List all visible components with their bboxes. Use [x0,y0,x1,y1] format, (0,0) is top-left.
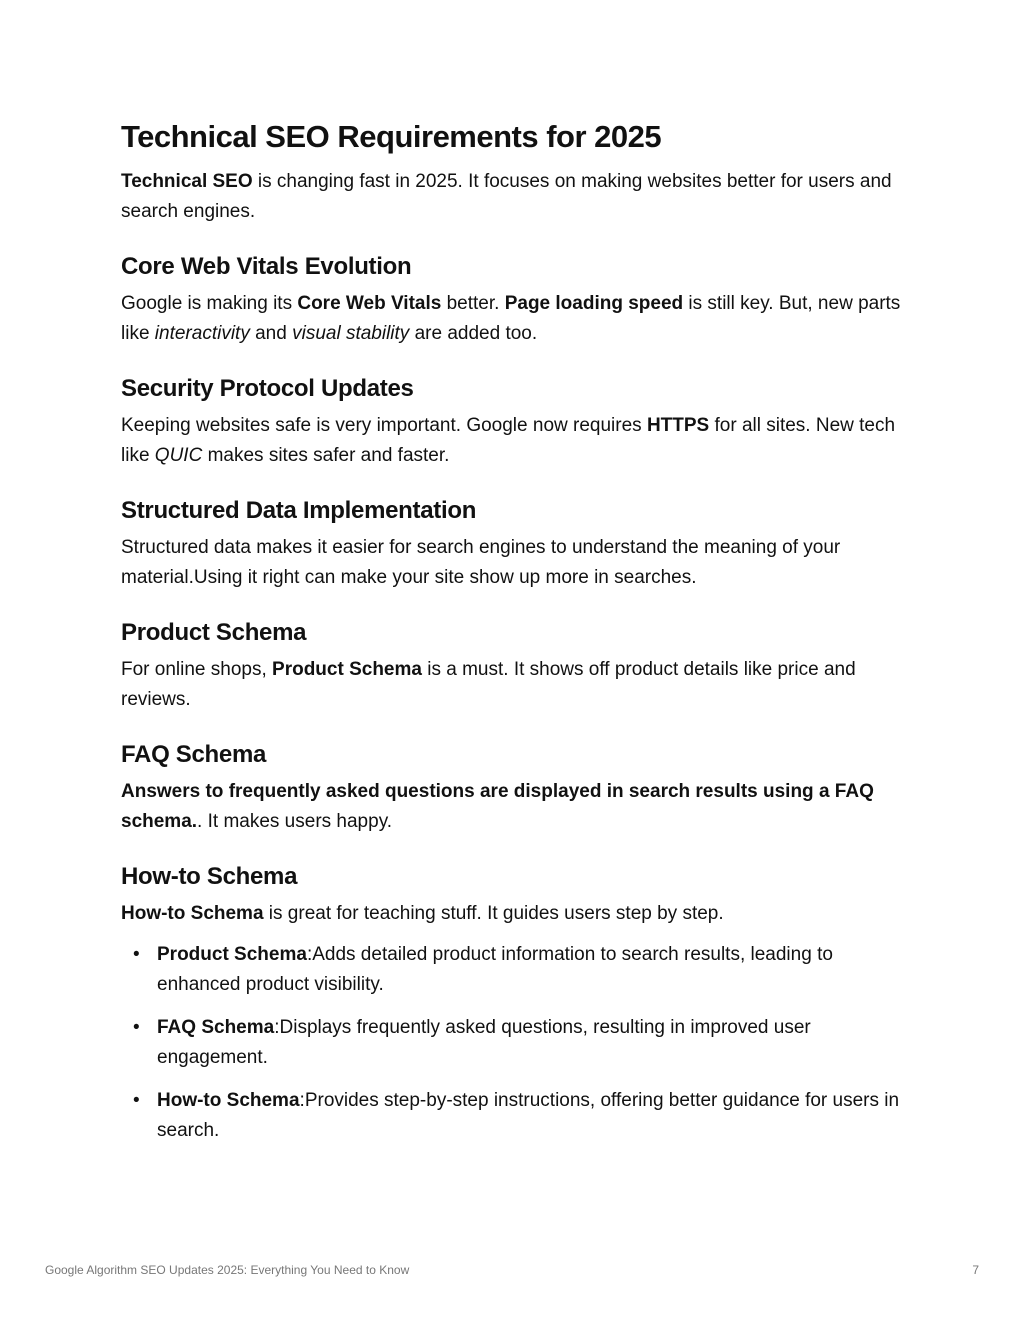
intro-paragraph [121,167,906,227]
text: is changing fast in 2025. It focuses on making websites better for users and search engines. [121,171,892,222]
bold-text: Page loading speed [504,293,684,314]
text: are added too. [409,323,538,344]
schema-list [121,940,906,1146]
text: For online shops, [121,659,273,680]
list-item-term: How-to Schema [157,1090,300,1111]
section-heading-faq-schema: FAQ Schema [121,741,267,768]
how-to-schema-paragraph [121,899,906,929]
bold-text: How-to Schema [121,903,264,924]
core-web-vitals-paragraph [121,289,906,349]
section-heading-structured-data: Structured Data Implementation [121,497,477,524]
italic-text: interactivity [154,323,250,344]
list-item-separator: : [299,1090,305,1111]
text: Keeping websites safe is very important. Google now requires [121,415,647,436]
text: makes sites safer and faster. [202,445,450,466]
bullet-icon: • [133,1090,140,1111]
italic-text: visual stability [292,323,410,344]
section-heading-core-web-vitals: Core Web Vitals Evolution [121,253,412,280]
list-item [133,940,906,1000]
list-item [133,1086,906,1146]
security-paragraph [121,411,906,471]
text: Structured data makes it easier for search engines to understand the meaning of your material.Using it right can make your site show up more in searches. [121,537,841,588]
text: better. [441,293,505,314]
bullet-icon: • [133,1017,140,1038]
page-number: 7 [972,1263,979,1277]
footer-document-title: Google Algorithm SEO Updates 2025: Everything You Need to Know [45,1263,410,1277]
bullet-icon: • [133,944,140,965]
bold-text: HTTPS [646,415,710,436]
document-body [121,118,906,1159]
section-heading-product-schema: Product Schema [121,619,307,646]
list-item-term: Product Schema [157,944,307,965]
italic-text: QUIC [154,445,203,466]
list-item-separator: : [274,1017,280,1038]
list-item-description: Provides step-by-step instructions, offering better guidance for users in search. [157,1090,900,1141]
list-item [133,1013,906,1073]
bold-text: Core Web Vitals [297,293,442,314]
list-item-description: Adds detailed product information to search results, leading to enhanced product visibility. [157,944,833,995]
structured-data-paragraph [121,533,906,593]
list-item-separator: : [306,944,313,965]
faq-schema-paragraph [121,777,906,837]
page-title: Technical SEO Requirements for 2025 [121,119,662,154]
section-heading-security: Security Protocol Updates [121,375,414,402]
bold-text: Product Schema [272,659,422,680]
list-item-description: Displays frequently asked questions, resulting in improved user engagement. [157,1017,811,1068]
text: Google is making its [121,293,298,314]
list-item-term: FAQ Schema [157,1017,275,1038]
text: . It makes users happy. [197,811,393,832]
page-footer [45,1262,979,1278]
section-heading-how-to-schema: How-to Schema [121,863,298,890]
bold-text: Technical SEO [121,171,253,192]
text: for all sites. New tech like [121,415,896,466]
bold-text: Answers to frequently asked questions are displayed in search results using a FAQ schema. [121,781,874,832]
product-schema-paragraph [121,655,906,715]
text: and [249,323,293,344]
text: is a must. It shows off product details like price and reviews. [121,659,856,710]
text: is still key. But, new parts like [121,293,901,344]
text: is great for teaching stuff. It guides users step by step. [263,903,724,924]
